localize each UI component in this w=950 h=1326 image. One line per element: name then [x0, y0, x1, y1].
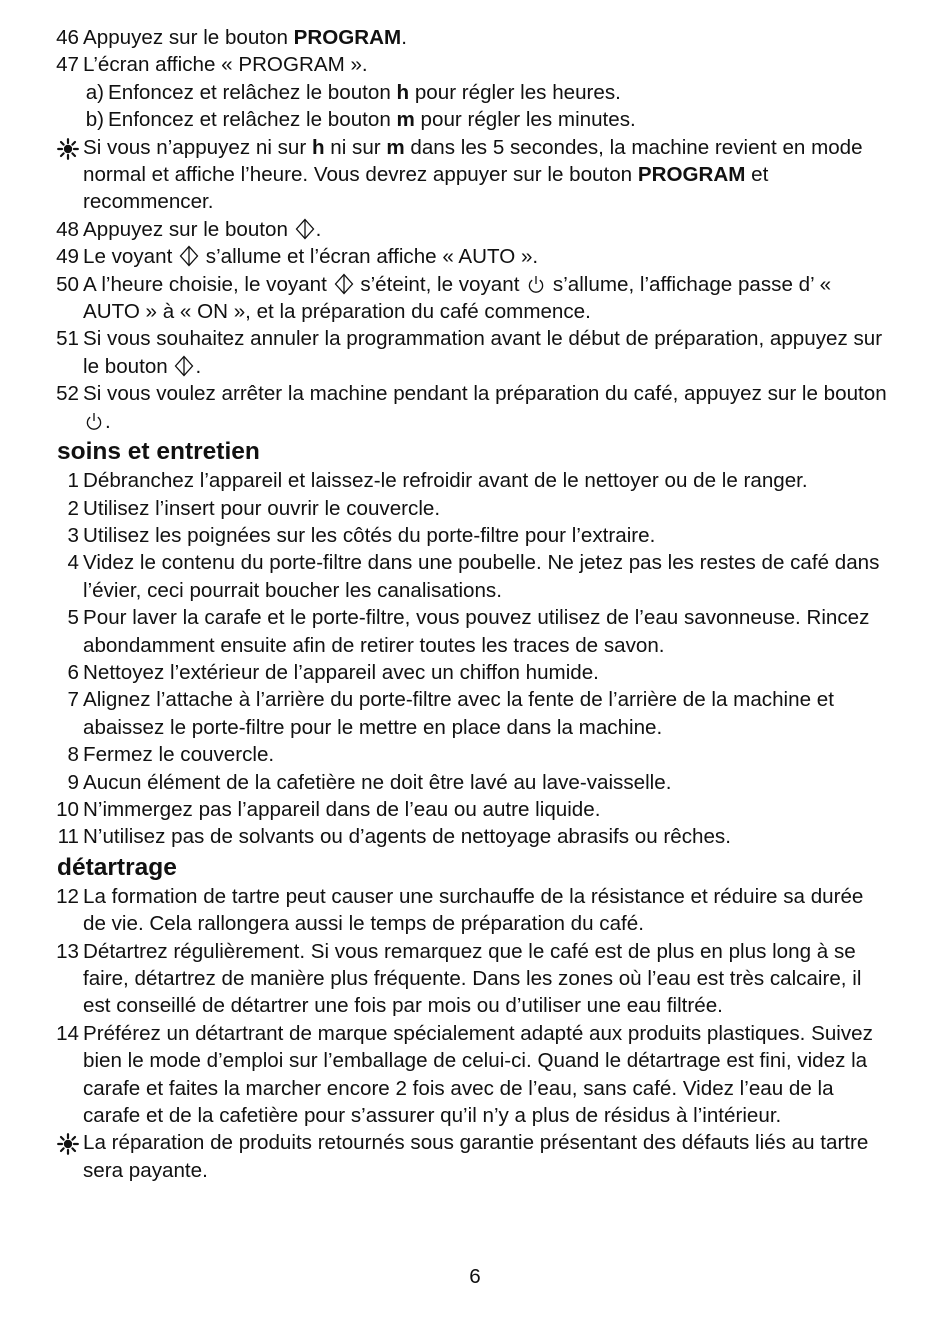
power-icon [526, 273, 546, 295]
item-number: 50 [56, 272, 79, 296]
list-item: 12 La formation de tartre peut causer une surchauffe de la résistance et réduire sa durée de vie. Cela rallongera aussi le temps de préparation du café. [56, 884, 864, 936]
sub-list-item: b) Enfoncez et relâchez le bouton m pour régler les minutes. [0, 106, 950, 133]
section-heading: détartrage [57, 853, 177, 881]
item-number: 52 [56, 382, 79, 406]
list-item: 47 L’écran affiche « PROGRAM ». [0, 51, 950, 78]
list-item: 6 Nettoyez l’extérieur de l’appareil avec un chiffon humide. [0, 659, 950, 686]
item-number: 9 [67, 770, 79, 794]
item-number: 46 [56, 26, 79, 49]
item-number: a) [85, 80, 104, 104]
list-item: 52 Si vous voulez arrêter la machine pendant la préparation du café, appuyez sur le bouton . [56, 382, 887, 433]
list-item: 49 Le voyant s’allume et l’écran affiche « AUTO ». [0, 243, 950, 270]
document-page [0, 24, 950, 1184]
list-item: 48 Appuyez sur le bouton . [0, 216, 950, 243]
item-number: 10 [56, 797, 79, 821]
list-item: 11 N’utilisez pas de solvants ou d’agents de nettoyage abrasifs ou rêches. [0, 823, 950, 850]
list-item: 2 Utilisez l’insert pour ouvrir le couvercle. [0, 495, 950, 522]
sub-list-item: a) Enfoncez et relâchez le bouton h pour régler les heures. [0, 79, 950, 106]
item-number: 7 [67, 688, 79, 712]
item-number: 4 [67, 551, 79, 575]
section-heading: soins et entretien [57, 438, 260, 466]
auto-diamond-icon [295, 218, 315, 240]
auto-diamond-icon [174, 355, 194, 377]
item-number: 8 [67, 743, 79, 767]
item-number: 2 [67, 496, 79, 520]
note-item: La réparation de produits retournés sous garantie présentant des défauts liés au tartre sera payante. [0, 1129, 950, 1184]
list-item: 46 Appuyez sur le bouton PROGRAM. [0, 24, 950, 51]
list-item: 8 Fermez le couvercle. [0, 741, 950, 768]
item-number: 3 [67, 523, 79, 547]
list-item: 10 N’immergez pas l’appareil dans de l’eau ou autre liquide. [0, 796, 950, 823]
sun-star-icon [57, 1133, 79, 1155]
list-item: 9 Aucun élément de la cafetière ne doit être lavé au lave-vaisselle. [0, 769, 950, 796]
page-number: 6 [469, 1265, 481, 1288]
item-number: 48 [56, 217, 79, 241]
item-number: 49 [56, 245, 79, 269]
item-number: 12 [56, 884, 79, 908]
item-number: 51 [56, 327, 79, 351]
item-number: 47 [56, 53, 79, 77]
list-item: 5 Pour laver la carafe et le porte-filtre, vous pouvez utilisez de l’eau savonneuse. Rincez abondamment ensuite afin de retirer toutes les traces de savon. [67, 606, 870, 657]
item-number: 11 [57, 825, 79, 849]
item-number: b) [85, 108, 104, 132]
list-item: 3 Utilisez les poignées sur les côtés du porte-filtre pour l’extraire. [0, 522, 950, 549]
item-number: 1 [67, 469, 79, 493]
item-number: 6 [67, 660, 79, 684]
list-item: 13 Détartrez régulièrement. Si vous remarquez que le café est de plus en plus long à se faire, détartrez de manière plus fréquente. Dans les zones où l’eau est très calcaire, il est conseillé de détartrer une fois par mois ou d’utiliser une eau filtrée. [56, 939, 862, 1018]
list-item: 50 A l’heure choisie, le voyant s’éteint, le voyant s’allume, l’affichage passe d’ « AUTO » à « ON », et la préparation du café commence. [56, 272, 832, 324]
note-item: Si vous n’appuyez ni sur h ni sur m dans les 5 secondes, la machine revient en mode normal et affiche l’heure. Vous devrez appuyer sur le bouton PROGRAM et recommencer. [0, 134, 950, 216]
sun-star-icon [57, 138, 79, 160]
list-item: 7 Alignez l’attache à l’arrière du porte-filtre avec la fente de l’arrière de la machine et abaissez le porte-filtre pour le mettre en place dans la machine. [67, 688, 834, 739]
item-number: 5 [67, 606, 79, 630]
item-number: 13 [56, 939, 79, 963]
auto-diamond-icon [334, 273, 354, 295]
auto-diamond-icon [179, 245, 199, 267]
list-item: 1 Débranchez l’appareil et laissez-le refroidir avant de le nettoyer ou de le ranger. [0, 467, 950, 494]
list-item: 51 Si vous souhaitez annuler la programmation avant le début de préparation, appuyez sur le bouton . [56, 327, 883, 378]
list-item: 14 Préférez un détartrant de marque spécialement adapté aux produits plastiques. Suivez bien le mode d’emploi sur l’emballage de celui-ci. Quand le détartrage est fini, videz la carafe et faites la marcher encore 2 fois avec de l’eau, sans café. Videz l’eau de la carafe et de la cafetière pour s’assurer qu’il n’y a plus de résidus à l’intérieur. [56, 1021, 873, 1128]
power-icon [84, 410, 104, 432]
item-number: 14 [56, 1021, 79, 1045]
list-item: 4 Videz le contenu du porte-filtre dans une poubelle. Ne jetez pas les restes de café dans l’évier, ceci pourrait boucher les canalisations. [67, 551, 880, 602]
